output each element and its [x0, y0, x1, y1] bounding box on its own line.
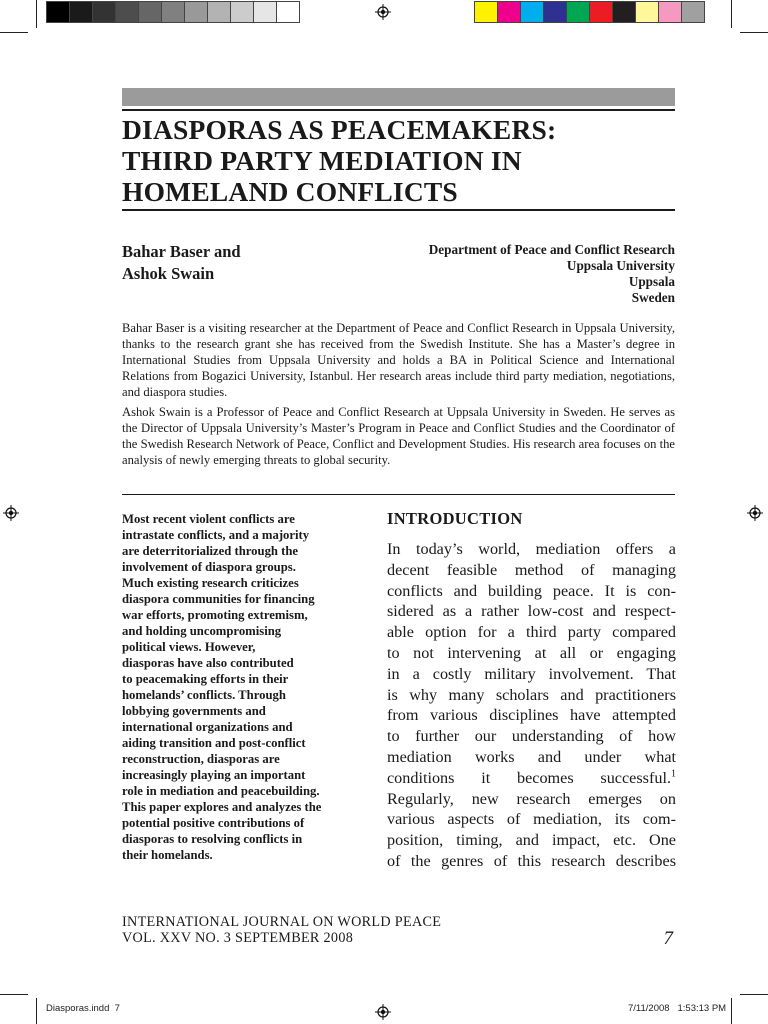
abstract-line: their homelands. [122, 848, 213, 862]
color-swatch [474, 1, 498, 23]
header-rule [122, 109, 675, 111]
author-line: Bahar Baser and [122, 242, 241, 261]
abstract-line: role in mediation and peacebuilding. [122, 784, 320, 798]
crop-mark [0, 32, 28, 33]
intro-line-text: to not intervening at all or engaging [387, 643, 676, 662]
footnote-reference[interactable]: 1 [671, 768, 676, 780]
affiliation-line: Department of Peace and Conflict Research [428, 242, 675, 257]
color-swatch [613, 1, 636, 23]
slug-time: 1:53:13 PM [677, 1003, 727, 1014]
abstract-line: to peacemaking efforts in their [122, 672, 289, 686]
intro-line [387, 685, 676, 706]
color-swatch [93, 1, 116, 23]
intro-line [387, 726, 676, 747]
color-swatch [254, 1, 277, 23]
color-swatch [567, 1, 590, 23]
crop-mark [740, 994, 768, 995]
color-swatch [544, 1, 567, 23]
crop-mark [36, 0, 37, 28]
slug-file [46, 1003, 120, 1014]
registration-mark-icon [747, 505, 763, 521]
color-swatch [636, 1, 659, 23]
intro-line-text: conflicts and building peace. It is con- [387, 581, 676, 600]
crop-mark [740, 32, 768, 33]
intro-line-text: of the genres of this research describes [387, 851, 676, 870]
crop-mark [0, 994, 28, 995]
color-swatch [231, 1, 254, 23]
intro-line [387, 560, 676, 581]
abstract-line: are deterritorialized through the [122, 544, 299, 558]
intro-line [387, 643, 676, 664]
intro-line [387, 809, 676, 830]
author-names [122, 241, 241, 285]
color-swatch [659, 1, 682, 23]
intro-line-text: Regularly, new research emerges on [387, 789, 676, 808]
abstract-line: political views. However, [122, 640, 256, 654]
color-swatch [185, 1, 208, 23]
color-swatch [277, 1, 300, 23]
author-affiliation [429, 242, 675, 306]
intro-line-text: from various disciplines have attempted [387, 706, 676, 725]
abstract-line: Most recent violent conflicts are [122, 512, 295, 526]
abstract-line: This paper explores and analyzes the [122, 800, 322, 814]
abstract-line: and holding uncompromising [122, 624, 282, 638]
intro-line-text: position, timing, and impact, etc. One [387, 831, 676, 850]
color-swatch [70, 1, 93, 23]
abstract-line: increasingly playing an important [122, 768, 306, 782]
abstract-line: reconstruction, diasporas are [122, 752, 280, 766]
intro-line-text: in a costly military involvement. That [387, 664, 676, 683]
intro-line [387, 789, 676, 810]
abstract-line: potential positive contributions of [122, 816, 305, 830]
slug-date: 7/11/2008 [628, 1003, 670, 1014]
slug-filename: Diasporas.indd [46, 1003, 110, 1014]
affiliation-line: Sweden [631, 290, 675, 305]
intro-line [387, 601, 676, 622]
abstract-line: Much existing research criticizes [122, 576, 299, 590]
intro-line [387, 830, 676, 851]
author-line: Ashok Swain [122, 264, 215, 283]
section-rule [122, 494, 675, 495]
slug-datetime [628, 1003, 726, 1014]
abstract-line: homelands’ conflicts. Through [122, 688, 286, 702]
abstract-line: intrastate conflicts, and a majority [122, 528, 310, 542]
color-swatch [498, 1, 521, 23]
intro-line [387, 664, 676, 685]
article-title [122, 114, 682, 207]
abstract-line: lobbying governments and [122, 704, 266, 718]
abstract-line: aiding transition and post-conflict [122, 736, 306, 750]
color-swatch [590, 1, 613, 23]
title-line: THIRD PARTY MEDIATION IN [122, 145, 522, 176]
intro-line [387, 581, 676, 602]
author-bio-swain: Ashok Swain is a Professor of Peace and Conflict Research at Uppsala University in Sweden. He serves as the Director of Uppsala University’s Master’s Program in Peace and Conflict Studies and the Coordinator of the Swedish Research Network of Peace, Conflict and Development Studies. His research area focuses on the analysis of newly emerging threats to global security. [122, 405, 675, 467]
journal-citation [122, 914, 441, 946]
abstract-line: diasporas to resolving conflicts in [122, 832, 303, 846]
intro-line-text: to further our understanding of how [387, 727, 676, 746]
affiliation-line: Uppsala University [566, 258, 675, 273]
registration-mark-icon [375, 1004, 391, 1020]
intro-line-text: conditions it becomes successful. [387, 768, 671, 787]
color-swatch [208, 1, 231, 23]
registration-mark-icon [375, 4, 391, 20]
intro-line [387, 705, 676, 726]
page-number: 7 [663, 928, 673, 949]
crop-mark [36, 998, 37, 1024]
abstract-line: war efforts, promoting extremism, [122, 608, 308, 622]
registration-mark-icon [3, 505, 19, 521]
intro-line [387, 622, 676, 643]
process-color-bar [474, 1, 705, 22]
intro-line-text: sidered as a rather low-cost and respect- [387, 602, 676, 621]
journal-issue: VOL. XXV NO. 3 SEPTEMBER 2008 [122, 930, 354, 946]
color-swatch [682, 1, 705, 23]
crop-mark [731, 0, 732, 28]
title-rule [122, 209, 675, 211]
intro-line [387, 851, 676, 872]
header-gray-bar [122, 88, 675, 106]
journal-name: INTERNATIONAL JOURNAL ON WORLD PEACE [122, 914, 442, 930]
abstract-line: diasporas have also contributed [122, 656, 294, 670]
author-bio-baser: Bahar Baser is a visiting researcher at the Department of Peace and Conflict Research in Uppsala University, thanks to the research grant she has received from the Swedish Institute. She has a Master’s degree in International Studies from Uppsala University and holds a BA in Political Science and International Relations from Bogazici University, Istanbul. Her research areas include third party mediation, negotiations, and diaspora studies. [122, 321, 675, 399]
affiliation-line: Uppsala [628, 274, 675, 289]
color-swatch [46, 1, 70, 23]
grayscale-color-bar [46, 1, 300, 22]
crop-mark [731, 998, 732, 1024]
color-swatch [162, 1, 185, 23]
intro-line-text: able option for a third party compared [387, 623, 676, 642]
intro-line-text: various aspects of mediation, its com- [387, 810, 676, 829]
intro-line-text: decent feasible method of managing [387, 560, 676, 579]
slug-file-page: 7 [114, 1003, 120, 1014]
intro-line-text: mediation works and under what [387, 747, 676, 766]
abstract-line: involvement of diaspora groups. [122, 560, 296, 574]
abstract-line: diaspora communities for financing [122, 592, 315, 606]
color-swatch [139, 1, 162, 23]
abstract [122, 511, 372, 863]
title-line: HOMELAND CONFLICTS [122, 176, 458, 207]
introduction-body [387, 539, 676, 872]
intro-line-text: is why many scholars and practitioners [387, 685, 676, 704]
color-swatch [521, 1, 544, 23]
intro-line-text: In today’s world, mediation offers a [387, 540, 676, 558]
intro-line [387, 747, 676, 768]
section-heading-introduction: INTRODUCTION [387, 509, 523, 528]
abstract-line: international organizations and [122, 720, 293, 734]
intro-line [387, 539, 676, 560]
intro-line [387, 768, 676, 789]
title-line: DIASPORAS AS PEACEMAKERS: [122, 114, 557, 145]
color-swatch [116, 1, 139, 23]
